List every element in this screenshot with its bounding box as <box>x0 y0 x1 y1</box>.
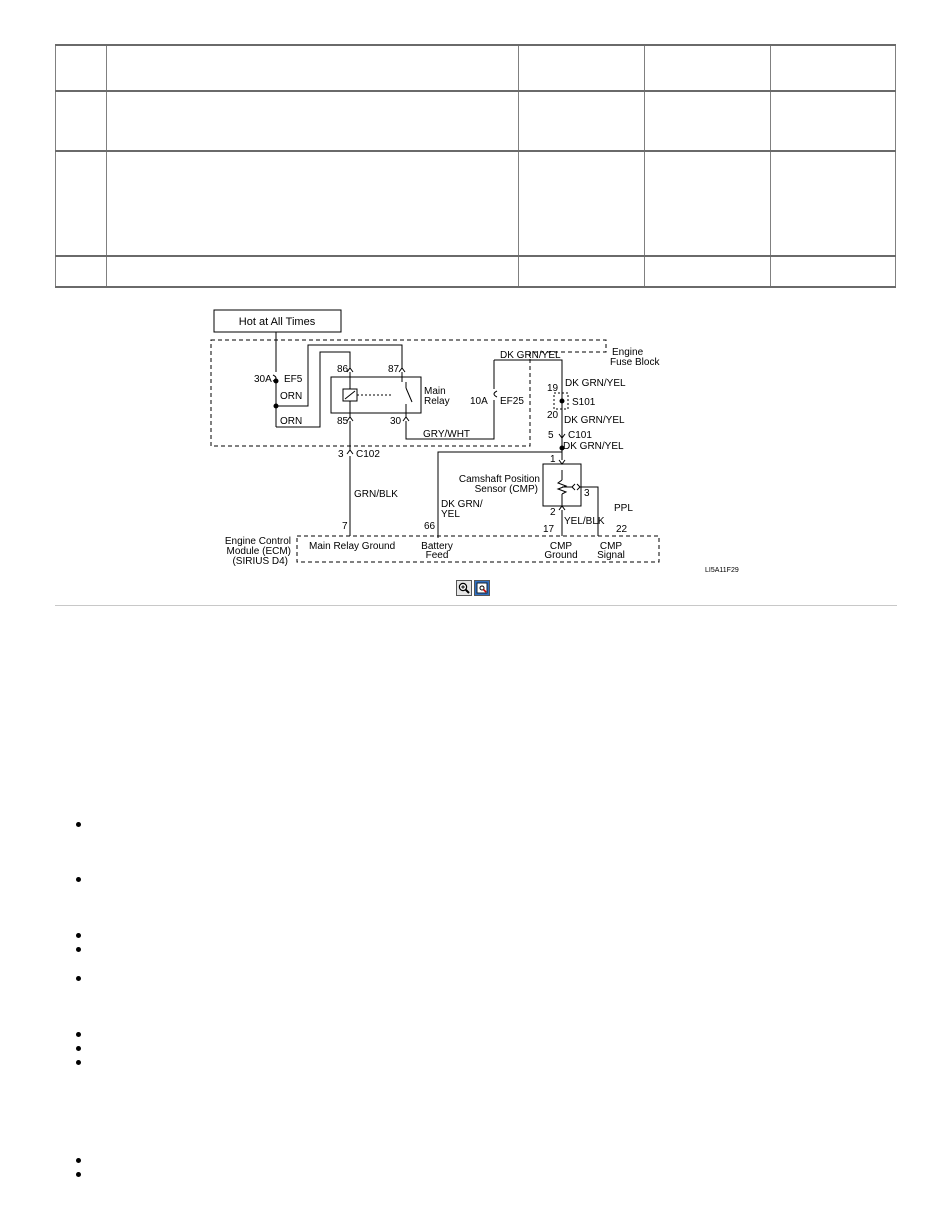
zoom-in-icon[interactable] <box>456 580 472 596</box>
section-divider <box>55 605 897 606</box>
pin-87: 87 <box>388 364 400 375</box>
table-cell <box>771 151 896 256</box>
pin-19: 19 <box>547 383 559 394</box>
orn-label-2: ORN <box>280 416 303 427</box>
list-item <box>62 1041 82 1055</box>
pin-85: 85 <box>337 416 349 427</box>
ef25-label: EF25 <box>500 396 524 407</box>
table-row <box>56 91 896 151</box>
yel-blk-label: YEL/BLK <box>564 516 605 527</box>
ef5-amp: 30A <box>254 374 272 385</box>
c102-label: C102 <box>356 449 380 460</box>
gry-wht-label: GRY/WHT <box>423 429 471 440</box>
cmp-ground-label-1: CMP <box>549 541 573 552</box>
table-cell <box>519 151 645 256</box>
pin-30: 30 <box>390 416 402 427</box>
main-relay-label-2: Relay <box>424 396 450 407</box>
table-cell <box>771 91 896 151</box>
pin-20: 20 <box>547 410 559 421</box>
spec-table-body <box>56 45 896 287</box>
grn-blk-label: GRN/BLK <box>354 489 398 500</box>
table-row <box>56 256 896 287</box>
table-cell <box>645 256 771 287</box>
battery-feed-label-1: Battery <box>421 541 453 552</box>
sensor-pin-3: 3 <box>584 488 590 499</box>
cmp-signal-label-1: CMP <box>599 541 623 552</box>
pin-86: 86 <box>337 364 349 375</box>
table-cell <box>107 45 519 91</box>
table-cell <box>56 151 107 256</box>
figure-id: LI5A11F29 <box>705 567 739 574</box>
ef25-amp: 10A <box>470 396 488 407</box>
list-item <box>62 817 82 831</box>
ecm-label-3: (SIRIUS D4) <box>232 556 288 567</box>
table-cell <box>771 256 896 287</box>
table-cell <box>107 256 519 287</box>
table-cell <box>519 256 645 287</box>
battery-feed-label-2: Feed <box>425 550 449 561</box>
sensor-label-1: Camshaft Position <box>458 474 540 485</box>
ppl-label: PPL <box>614 503 633 514</box>
ef5-label: EF5 <box>284 374 303 385</box>
main-relay-box <box>331 377 421 413</box>
wiring-diagram <box>200 300 760 585</box>
dk-grn-yel-feed-2: YEL <box>441 509 460 520</box>
sensor-label-2: Sensor (CMP) <box>474 484 538 495</box>
pin-3: 3 <box>338 449 344 460</box>
ecm-label-1: Engine Control <box>224 536 291 547</box>
table-cell <box>645 45 771 91</box>
pin-5: 5 <box>548 430 554 441</box>
table-cell <box>107 151 519 256</box>
sensor-pin-1: 1 <box>550 454 556 465</box>
table-cell <box>56 91 107 151</box>
c101-label: C101 <box>568 430 592 441</box>
table-cell <box>771 45 896 91</box>
dk-grn-yel-20: DK GRN/YEL <box>564 415 625 426</box>
ecm-pin-17: 17 <box>543 524 555 535</box>
ecm-label-2: Module (ECM) <box>226 546 291 557</box>
s101-label: S101 <box>572 397 596 408</box>
cmp-signal-label-2: Signal <box>597 550 625 561</box>
list-item <box>62 872 82 886</box>
dk-grn-yel-top: DK GRN/YEL <box>500 350 561 361</box>
list-item <box>62 1055 82 1069</box>
hot-at-all-times-label: Hot at All Times <box>238 316 316 328</box>
cmp-ground-label-2: Ground <box>544 550 578 561</box>
table-cell <box>107 91 519 151</box>
table-cell <box>519 91 645 151</box>
sensor-pin-2: 2 <box>550 507 556 518</box>
list-item <box>62 1167 82 1181</box>
dk-grn-yel-5: DK GRN/YEL <box>563 441 624 452</box>
main-relay-ground-label: Main Relay Ground <box>309 541 396 552</box>
main-relay-label-1: Main <box>424 386 446 397</box>
list-item <box>62 971 82 985</box>
table-cell <box>56 256 107 287</box>
fit-window-icon[interactable] <box>474 580 490 596</box>
table-row <box>56 151 896 256</box>
table-row <box>56 45 896 91</box>
dk-grn-yel-feed-1: DK GRN/ <box>441 499 483 510</box>
orn-label-1: ORN <box>280 391 303 402</box>
table-cell <box>56 45 107 91</box>
dk-grn-yel-19: DK GRN/YEL <box>565 378 626 389</box>
list-item <box>62 1027 82 1041</box>
list-item <box>62 942 82 956</box>
table-cell <box>645 151 771 256</box>
fuse-block-label-1: Engine <box>612 347 644 358</box>
table-cell <box>519 45 645 91</box>
ecm-pin-66: 66 <box>424 521 436 532</box>
ecm-pin-7: 7 <box>342 521 348 532</box>
diagram-toolbar <box>456 580 490 596</box>
list-item <box>62 928 82 942</box>
list-item <box>62 1153 82 1167</box>
table-cell <box>645 91 771 151</box>
fuse-block-label-2: Fuse Block <box>610 357 660 368</box>
spec-table <box>55 44 896 288</box>
ecm-pin-22: 22 <box>616 524 628 535</box>
